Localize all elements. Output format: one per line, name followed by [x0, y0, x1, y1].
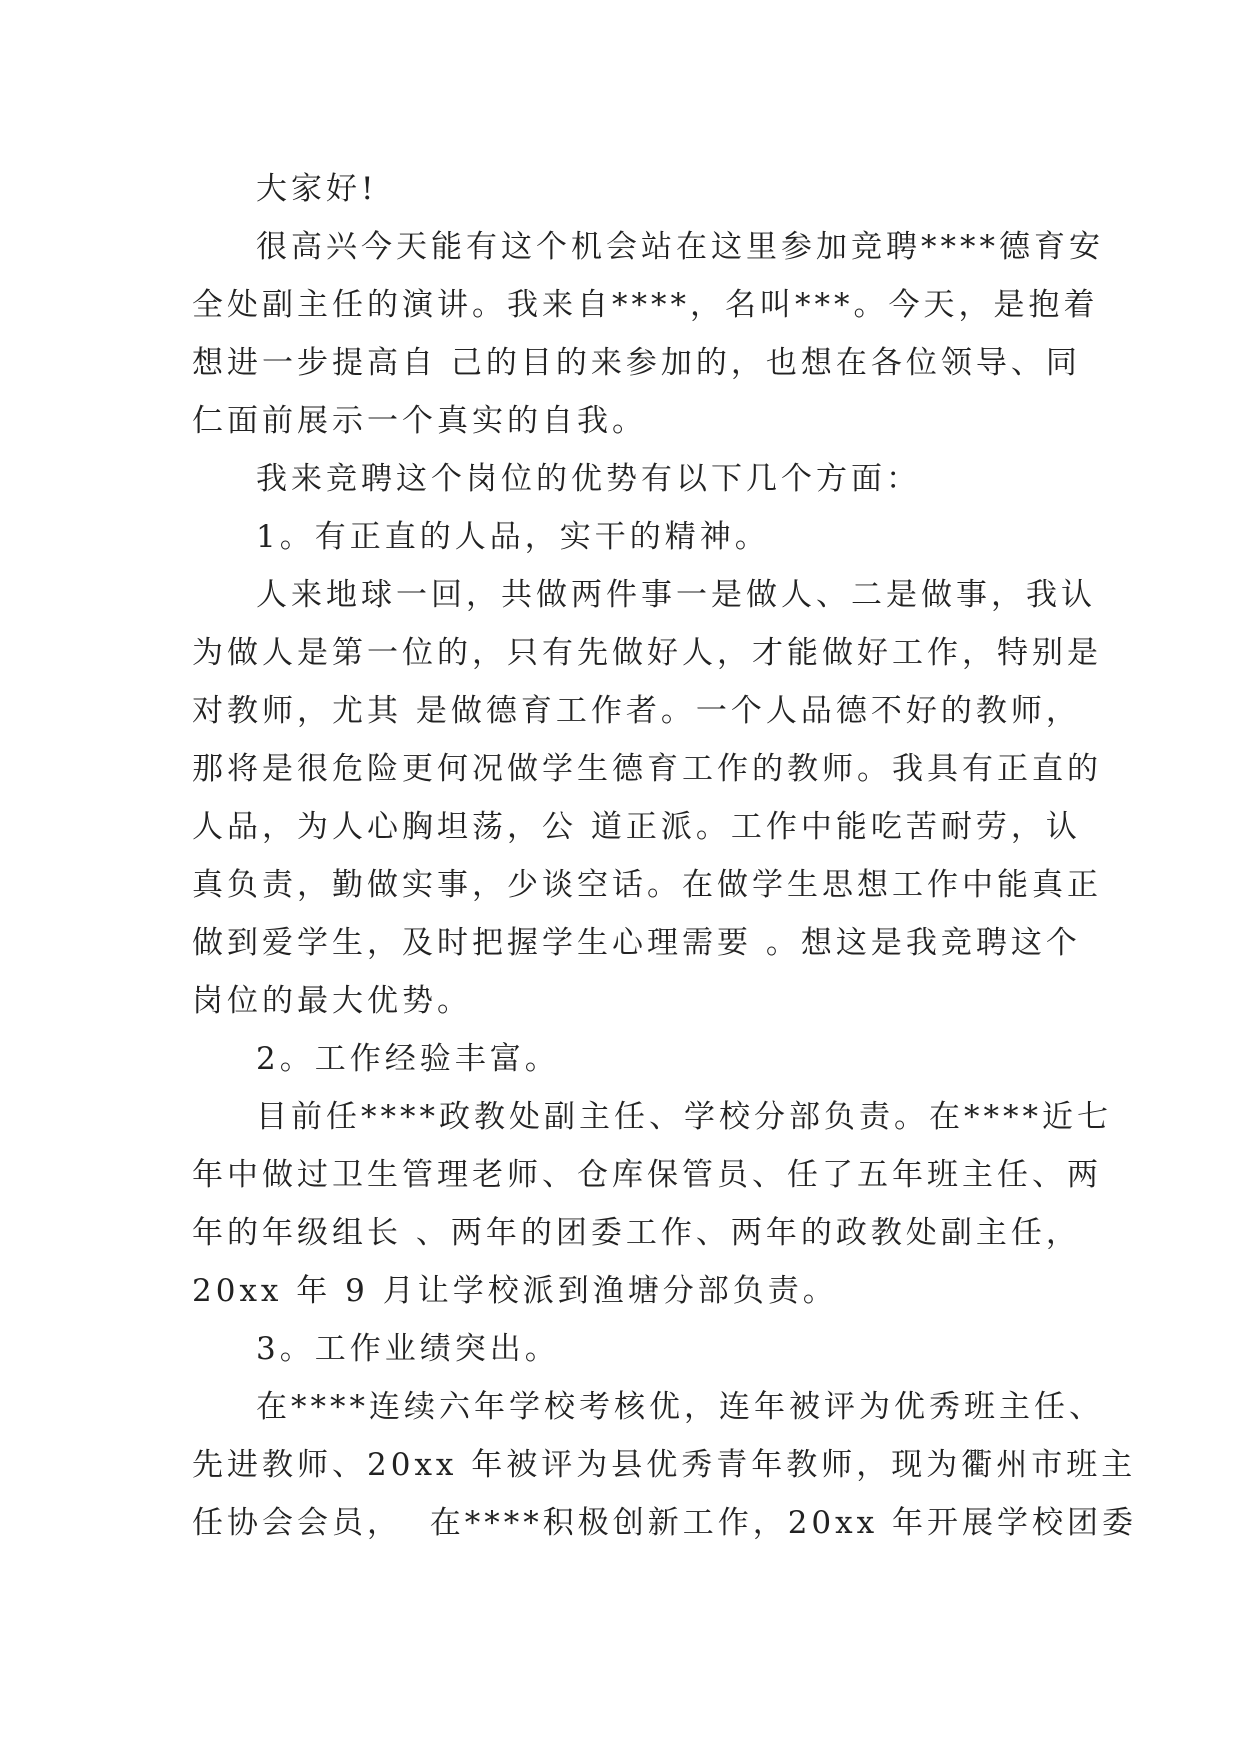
text-line: 任协会会员， 在****积极创新工作，20xx 年开展学校团委 — [192, 1505, 1137, 1541]
text-line: 想进一步提高自 己的目的来参加的，也想在各位领导、同 — [192, 345, 1081, 381]
text-line: 20xx 年 9 月让学校派到渔塘分部负责。 — [192, 1273, 838, 1309]
text-line: 全处副主任的演讲。我来自****，名叫***。今天，是抱着 — [192, 287, 1099, 323]
text-line: 目前任****政教处副主任、学校分部负责。在****近七 — [256, 1099, 1112, 1135]
text-line: 人品，为人心胸坦荡，公 道正派。工作中能吃苦耐劳，认 — [192, 809, 1081, 845]
text-line: 那将是很危险更何况做学生德育工作的教师。我具有正直的 — [192, 751, 1102, 787]
document-body — [192, 160, 1137, 1552]
greeting-line: 大家好! — [256, 171, 378, 207]
text-line: 很高兴今天能有这个机会站在这里参加竞聘****德育安 — [256, 229, 1104, 265]
text-line: 人来地球一回，共做两件事一是做人、二是做事，我认 — [256, 577, 1096, 613]
section-heading: 1。有正直的人品，实干的精神。 — [256, 519, 770, 555]
text-line: 真负责，勤做实事，少谈空话。在做学生思想工作中能真正 — [192, 867, 1102, 903]
text-line: 岗位的最大优势。 — [192, 983, 472, 1019]
section-heading: 3。工作业绩突出。 — [256, 1331, 560, 1367]
text-line: 在****连续六年学校考核优，连年被评为优秀班主任、 — [256, 1389, 1104, 1425]
text-line: 我来竞聘这个岗位的优势有以下几个方面： — [256, 461, 921, 497]
section-heading: 2。工作经验丰富。 — [256, 1041, 560, 1077]
text-line: 年的年级组长 、两年的团委工作、两年的政教处副主任， — [192, 1215, 1081, 1251]
text-line: 对教师，尤其 是做德育工作者。一个人品德不好的教师， — [192, 693, 1081, 729]
text-line: 先进教师、20xx 年被评为县优秀青年教师，现为衢州市班主 — [192, 1447, 1137, 1483]
text-line: 仁面前展示一个真实的自我。 — [192, 403, 647, 439]
text-line: 年中做过卫生管理老师、仓库保管员、任了五年班主任、两 — [192, 1157, 1102, 1193]
text-line: 为做人是第一位的，只有先做好人，才能做好工作，特别是 — [192, 635, 1102, 671]
text-line: 做到爱学生，及时把握学生心理需要 。想这是我竞聘这个 — [192, 925, 1081, 961]
